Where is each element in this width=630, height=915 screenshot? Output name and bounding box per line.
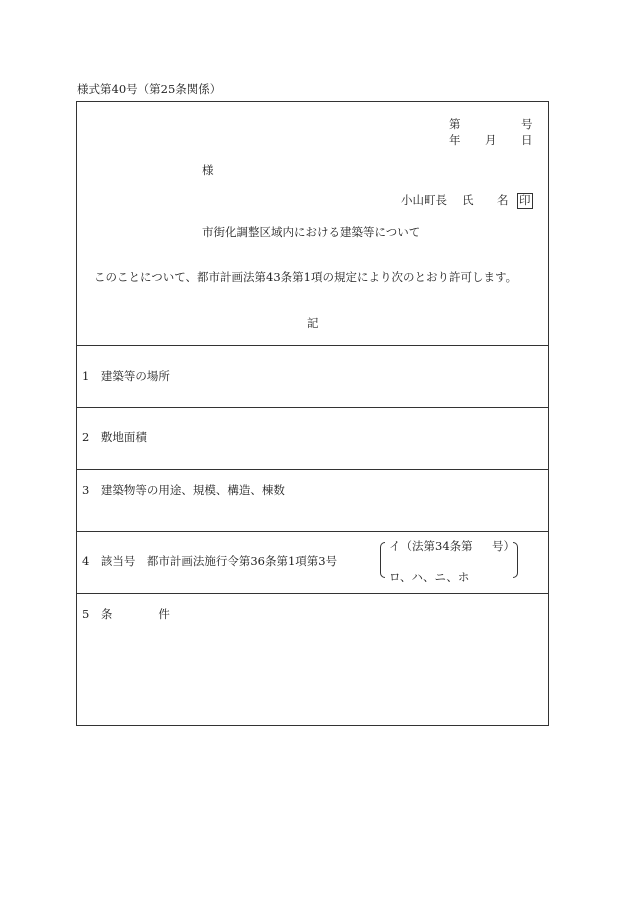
issuer-title: 小山町長 bbox=[401, 193, 447, 207]
ki-heading: 記 bbox=[307, 316, 319, 330]
form-frame bbox=[76, 101, 549, 726]
row-divider bbox=[76, 407, 549, 408]
body-text: このことについて、都市計画法第43条第1項の規定により次のとおり許可します。 bbox=[94, 270, 518, 284]
form-number-title: 様式第40号（第25条関係） bbox=[77, 82, 222, 96]
left-bracket bbox=[380, 542, 385, 578]
seal-mark: 印 bbox=[519, 193, 531, 207]
option-i-suffix: 号） bbox=[492, 539, 515, 553]
item-applicable-clause: 4 該当号 都市計画法施行令第36条第1項第3号 bbox=[82, 554, 338, 568]
row-divider bbox=[76, 345, 549, 346]
option-ro-ha-ni-ho: ロ、ハ、ニ、ホ bbox=[389, 570, 470, 584]
number-suffix: 号 bbox=[521, 117, 533, 131]
number-prefix: 第 bbox=[449, 117, 461, 131]
row-divider bbox=[76, 531, 549, 532]
item-building-use: 3 建築物等の用途、規模、構造、棟数 bbox=[82, 483, 285, 497]
item-site-area: 2 敷地面積 bbox=[82, 430, 147, 444]
date-month: 月 bbox=[485, 133, 497, 147]
option-i: イ（法第34条第 bbox=[389, 539, 473, 553]
date-day: 日 bbox=[521, 133, 533, 147]
item-conditions: 5 条 件 bbox=[82, 607, 170, 621]
row-divider bbox=[76, 593, 549, 594]
issuer-mei: 名 bbox=[497, 193, 509, 207]
addressee-honorific: 様 bbox=[202, 163, 214, 177]
date-year: 年 bbox=[449, 133, 461, 147]
row-divider bbox=[76, 469, 549, 470]
subject-line: 市街化調整区域内における建築等について bbox=[202, 225, 421, 239]
item-location: 1 建築等の場所 bbox=[82, 369, 170, 383]
issuer-shi: 氏 bbox=[462, 193, 474, 207]
